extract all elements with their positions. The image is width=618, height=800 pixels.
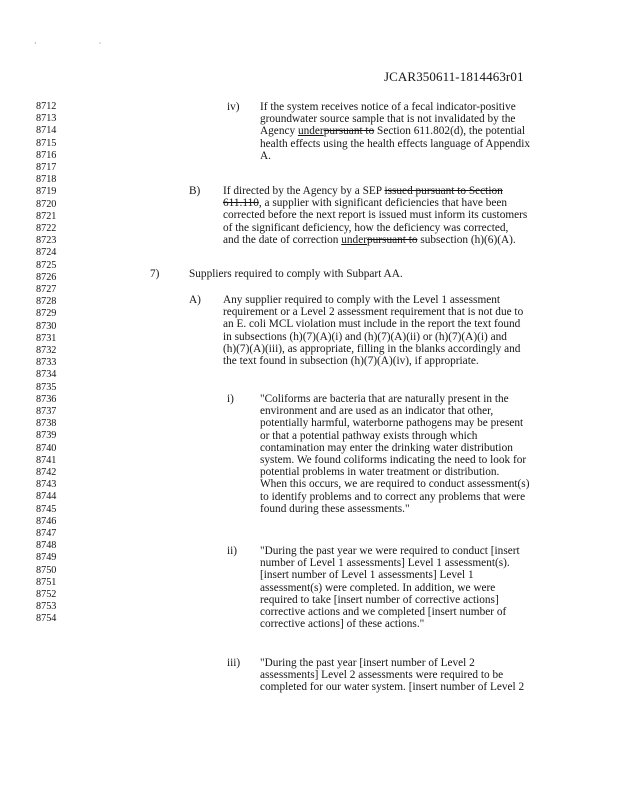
paragraph-B [223,185,527,246]
line-number: 8718 [36,174,57,186]
text-line: in subsections (h)(7)(A)(i) and (h)(7)(A)(ii) or (h)(7)(A)(i) and [223,330,507,343]
text-line: system. We found coliforms indicating the need to look for [260,454,527,467]
text-line: A. [260,149,271,162]
line-number: 8752 [36,589,57,600]
line-number: 8731 [36,332,57,344]
text-line: Any supplier required to comply with the Level 1 assessment [223,294,501,306]
paragraph-ii [260,545,520,630]
line-number: 8743 [36,479,57,491]
text-line: required to take [insert number of corrective actions] [260,593,499,606]
paragraph-A [223,294,523,367]
text-line: "During the past year [insert number of Level 2 [260,657,475,669]
line-number: 8745 [36,503,57,515]
text-line: potentially harmful, waterborne pathogens may be present [260,417,524,430]
text-line: health effects using the health effects language of Appendix [260,137,530,150]
text-line: environment and are used as an indicator that other, [260,405,494,418]
label-iii: iii) [227,657,241,669]
text-line [260,125,530,137]
deleted-text: issued pursuant to Section [384,185,503,197]
document-id-header: JCAR350611-1814463r01 [384,69,524,84]
text-line: found during these assessments." [260,502,410,515]
line-number: 8716 [36,149,57,161]
text-line: (h)(7)(A)(iii), as appropriate, filling in the blanks accordingly and [223,342,521,355]
text-run: Section 611.802(d), the potential [374,125,526,138]
inserted-text: under [297,125,324,138]
line-number: 8738 [36,418,57,430]
text-run: Agency [260,125,298,138]
line-number: 8754 [36,613,57,625]
text-line: "Coliforms are bacteria that are naturally present in the [260,393,509,405]
line-number: 8747 [36,528,57,539]
line-number: 8726 [36,271,57,283]
line-number: 8746 [36,515,57,527]
text-line: groundwater source sample that is not invalidated by the [260,113,516,126]
text-line: "During the past year we were required to conduct [insert [260,545,520,557]
line-number: 8739 [36,430,57,442]
text-run: and the date of correction [223,233,342,246]
text-line: to identify problems and to correct any problems that were [260,490,526,503]
line-number: 8715 [36,137,57,149]
line-number: 8730 [36,320,57,332]
line-number: 8742 [36,467,57,478]
deleted-text: pursuant to [366,233,418,246]
line-number: 8712 [36,101,57,112]
line-number: 8744 [36,491,57,503]
line-number: 8727 [36,284,57,295]
text-line [223,185,527,197]
text-line: completed for our water system. [insert number of Level 2 [260,681,525,694]
label-7: 7) [150,268,160,280]
text-line: assessments] Level 2 assessments were required to be [260,669,504,682]
line-number: 8734 [36,369,57,381]
line-number: 8740 [36,442,57,454]
text-run: subsection (h)(6)(A). [417,233,516,246]
text-line: corrected before the next report is issued must inform its customers [223,209,528,222]
line-number: 8751 [36,576,57,588]
line-number: 8732 [36,345,57,356]
text-line: requirement or a Level 2 assessment requirement that is not due to [223,306,524,319]
line-number: 8723 [36,235,57,247]
text-line: [insert number of Level 1 assessments] Level 1 [260,569,474,582]
label-ii: ii) [227,545,238,557]
paragraph-i [260,393,529,515]
label-iv: iv) [227,101,240,113]
text-line: of the significant deficiency, how the deficiency was corrected, [223,221,509,234]
text-line: When this occurs, we are required to conduct assessment(s) [260,478,530,491]
line-number: 8720 [36,198,57,210]
text-run: , a supplier with significant deficiencies that have been [258,197,508,210]
line-number: 8737 [36,406,57,417]
paragraph-iii [260,657,524,694]
line-number: 8722 [36,223,57,234]
line-number: 8741 [36,454,57,466]
line-number: 8753 [36,601,57,613]
label-i: i) [227,393,234,405]
line-number: 8749 [36,552,57,564]
text-line: assessment(s) were completed. In addition, we were [260,581,496,594]
text-line [223,234,527,246]
text-line: potential problems in water treatment or distribution. [260,466,500,479]
line-number: 8719 [36,186,57,198]
line-number: 8735 [36,381,57,393]
label-B: B) [189,185,201,197]
line-number: 8717 [36,162,57,173]
line-number: 8733 [36,357,57,369]
line-number: 8721 [36,210,57,222]
text-line: corrective actions and we completed [insert number of [260,606,507,619]
line-number: 8724 [36,247,57,259]
text-line: corrective actions] of these actions." [260,618,425,631]
scan-marks: · · [34,39,132,48]
paragraph-iv [260,101,530,162]
deleted-text: pursuant to [323,125,375,138]
section-7-heading [189,268,403,280]
line-number: 8725 [36,259,57,271]
line-number: 8728 [36,296,57,308]
line-number: 8729 [36,308,57,320]
line-number: 8736 [36,393,57,405]
line-number: 8714 [36,125,57,137]
text-line: the text found in subsection (h)(7)(A)(iv), if appropriate. [223,355,479,368]
text-run: If directed by the Agency by a SEP [223,185,385,197]
text-line: an E. coli MCL violation must include in the report the text found [223,318,521,331]
label-A: A) [189,294,201,306]
text-line [223,197,527,209]
text-line: contamination may enter the drinking water distribution [260,441,513,454]
text-line: number of Level 1 assessments] Level 1 assessment(s). [260,557,510,570]
text-line: If the system receives notice of a fecal indicator-positive [260,101,516,113]
text-line: or that a potential pathway exists through which [260,429,478,442]
deleted-text: 611.110 [223,197,259,210]
line-number: 8748 [36,540,57,552]
line-number: 8713 [36,113,57,125]
line-number: 8750 [36,564,57,576]
text-line: Suppliers required to comply with Subpart AA. [189,268,403,280]
inserted-text: under [341,233,367,246]
